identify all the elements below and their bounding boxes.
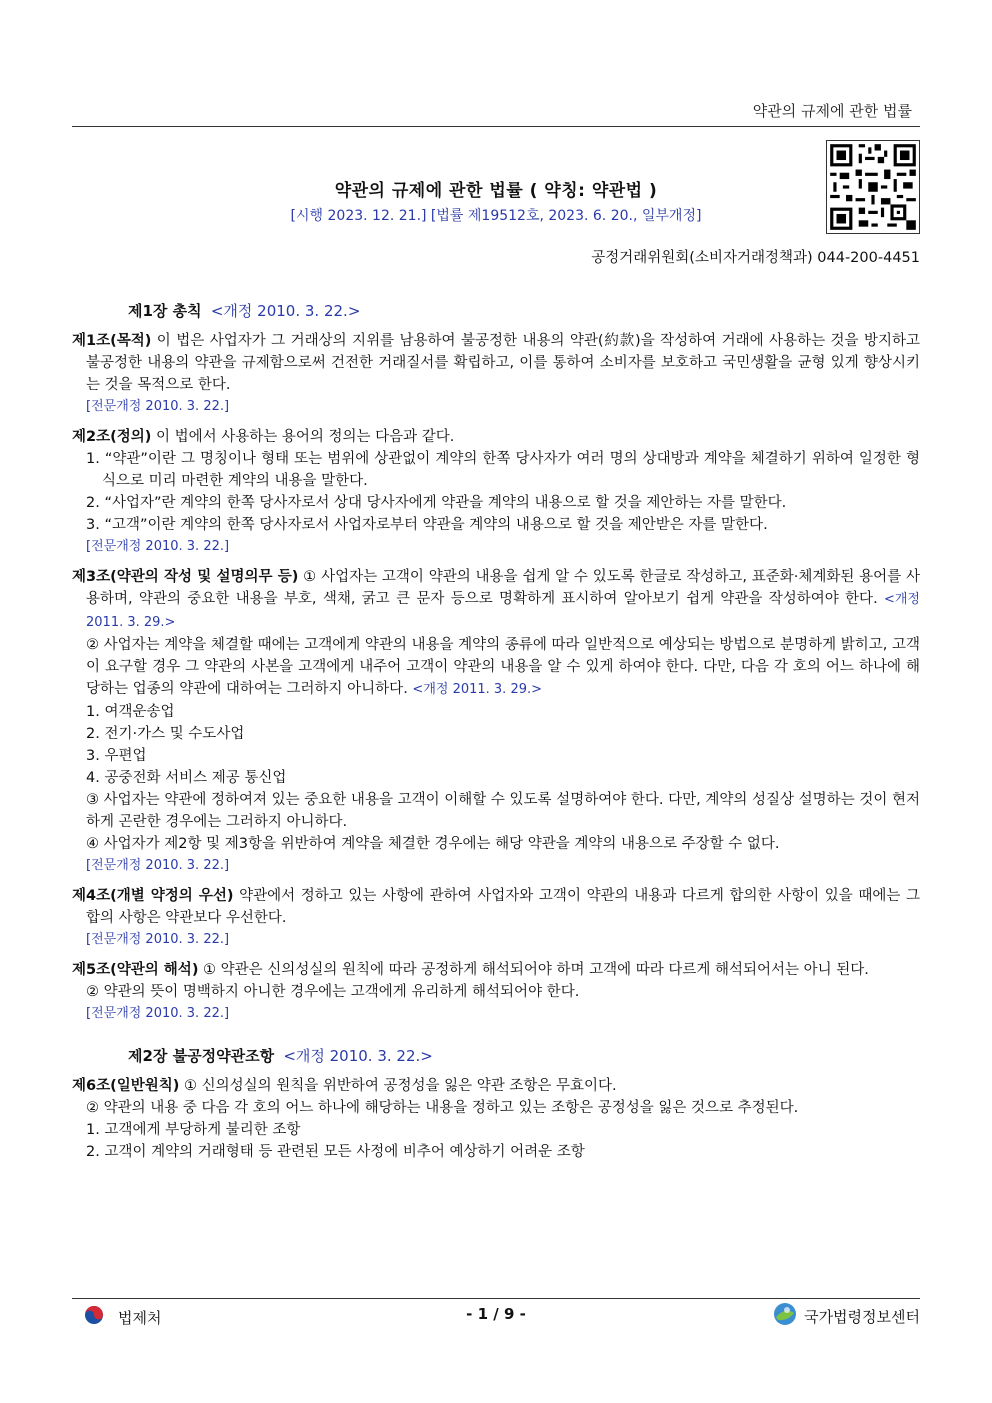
amendment-note: [전문개정 2010. 3. 22.]	[86, 1006, 230, 1021]
article-6	[72, 1075, 920, 1163]
article-heading: 제6조(일반원칙)	[72, 1078, 180, 1094]
paragraph-3: ③ 사업자는 약관에 정하여져 있는 중요한 내용을 고객이 이해할 수 있도록 설명하여야 한다. 다만, 계약의 성질상 설명하는 것이 현저하게 곤란한 경우에는 그러하지 아니하다.	[86, 792, 920, 830]
page-number: - 1 / 9 -	[466, 1305, 526, 1323]
paragraph-1: ① 신의성실의 원칙을 위반하여 공정성을 잃은 약관 조항은 무효이다.	[179, 1078, 617, 1094]
paragraph-2: ② 약관의 내용 중 다음 각 호의 어느 하나에 해당하는 내용을 정하고 있는 조항은 공정성을 잃은 것으로 추정된다.	[86, 1100, 799, 1116]
list-item: 3. 우편업	[86, 748, 147, 764]
article-5	[72, 959, 920, 1025]
law-body	[72, 300, 920, 1171]
law-enforcement-info: [시행 2023. 12. 21.] [법률 제19512호, 2023. 6. 20., 일부개정]	[290, 208, 702, 224]
list-item: 1. 여객운송업	[86, 704, 175, 720]
article-text: 이 법에서 사용하는 용어의 정의는 다음과 같다.	[151, 429, 455, 445]
running-head: 약관의 규제에 관한 법률	[752, 102, 912, 120]
article-heading: 제4조(개별 약정의 우선)	[72, 888, 234, 904]
article-heading: 제5조(약관의 해석)	[72, 962, 199, 978]
agency-contact: 공정거래위원회(소비자거래정책과) 044-200-4451	[591, 250, 920, 266]
paragraph-2: ② 사업자는 계약을 체결할 때에는 고객에게 약관의 내용을 계약의 종류에 따라 일반적으로 예상되는 방법으로 분명하게 밝히고, 고객이 요구할 경우 그 약관의 사본을 고객에게 내주어 고객이 약관의 내용을 알 수 있게 하여야 한다. 다만, 다음 각 호의 어느 하나에 해당하는 업종의 약관에 대하여는 그러하지 아니하다.	[86, 637, 920, 697]
paragraph-1: ① 약관은 신의성실의 원칙에 따라 공정하게 해석되어야 하며 고객에 따라 다르게 해석되어서는 아니 된다.	[198, 962, 869, 978]
paragraph-4: ④ 사업자가 제2항 및 제3항을 위반하여 계약을 체결한 경우에는 해당 약관을 계약의 내용으로 주장할 수 없다.	[86, 836, 780, 852]
law-info-center-logo-icon	[772, 1301, 798, 1331]
chapter-title: 제1장 총칙	[128, 302, 202, 320]
paragraph-1: ① 사업자는 고객이 약관의 내용을 쉽게 알 수 있도록 한글로 작성하고, 표준화·체계화된 용어를 사용하며, 약관의 중요한 내용을 부호, 색채, 굵고 큰 문자 등으로 명확하게 표시하여 알아보기 쉽게 약관을 작성하여야 한다.	[86, 569, 920, 607]
footer-center-name: 국가법령정보센터	[804, 1307, 920, 1326]
chapter-2-heading	[128, 1045, 920, 1067]
amendment-note: [전문개정 2010. 3. 22.]	[86, 858, 230, 873]
article-3	[72, 566, 920, 877]
article-text: 이 법은 사업자가 그 거래상의 지위를 남용하여 불공정한 내용의 약관(約款)을 작성하여 거래에 사용하는 것을 방지하고 불공정한 내용의 약관을 규제함으로써 건전한 거래질서를 확립하고, 이를 통하여 소비자를 보호하고 국민생활을 균형 있게 향상시키는 것을 목적으로 한다.	[86, 333, 920, 393]
article-1	[72, 330, 920, 418]
bottom-rule	[72, 1298, 920, 1299]
article-2	[72, 426, 920, 558]
paragraph-2: ② 약관의 뜻이 명백하지 아니한 경우에는 고객에게 유리하게 해석되어야 한다.	[86, 984, 580, 1000]
article-text: 약관에서 정하고 있는 사항에 관하여 사업자와 고객이 약관의 내용과 다르게 합의한 사항이 있을 때에는 그 합의 사항은 약관보다 우선한다.	[86, 888, 920, 926]
revision-note: <개정 2010. 3. 22.>	[210, 302, 361, 320]
top-rule	[72, 126, 920, 127]
law-title: 약관의 규제에 관한 법률 ( 약칭: 약관법 )	[334, 181, 658, 201]
list-item: 2. 전기·가스 및 수도사업	[86, 726, 245, 742]
revision-note: <개정 2011. 3. 29.>	[412, 682, 543, 697]
list-item: 4. 공중전화 서비스 제공 통신업	[86, 770, 287, 786]
revision-note: <개정 2010. 3. 22.>	[283, 1047, 433, 1065]
article-4	[72, 885, 920, 951]
list-item: 2. 고객이 계약의 거래형태 등 관련된 모든 사정에 비추어 예상하기 어려운 조항	[86, 1144, 585, 1160]
chapter-1-heading	[128, 300, 920, 322]
footer-agency-name: 법제처	[118, 1308, 162, 1327]
revision-note: <개정 2011. 3. 29.>	[86, 592, 920, 630]
list-item: 1. 고객에게 부당하게 불리한 조항	[86, 1122, 301, 1138]
article-heading: 제2조(정의)	[72, 429, 152, 445]
amendment-note: [전문개정 2010. 3. 22.]	[86, 539, 230, 554]
list-item: 2. “사업자”란 계약의 한쪽 당사자로서 상대 당사자에게 약관을 계약의 내용으로 할 것을 제안하는 자를 말한다.	[86, 495, 787, 511]
section-spacer	[72, 1033, 920, 1045]
article-heading: 제3조(약관의 작성 및 설명의무 등)	[72, 569, 299, 585]
title-block	[150, 176, 842, 225]
list-item: 3. “고객”이란 계약의 한쪽 당사자로서 사업자로부터 약관을 계약의 내용으로 할 것을 제안받은 자를 말한다.	[86, 517, 768, 533]
list-item: 1. “약관”이란 그 명칭이나 형태 또는 범위에 상관없이 계약의 한쪽 당사자가 여러 명의 상대방과 계약을 체결하기 위하여 일정한 형식으로 미리 마련한 계약의 내용을 말한다.	[86, 451, 920, 489]
page-footer	[72, 1305, 920, 1329]
chapter-title: 제2장 불공정약관조항	[128, 1047, 275, 1065]
amendment-note: [전문개정 2010. 3. 22.]	[86, 399, 230, 414]
article-heading: 제1조(목적)	[72, 333, 152, 349]
amendment-note: [전문개정 2010. 3. 22.]	[86, 932, 230, 947]
